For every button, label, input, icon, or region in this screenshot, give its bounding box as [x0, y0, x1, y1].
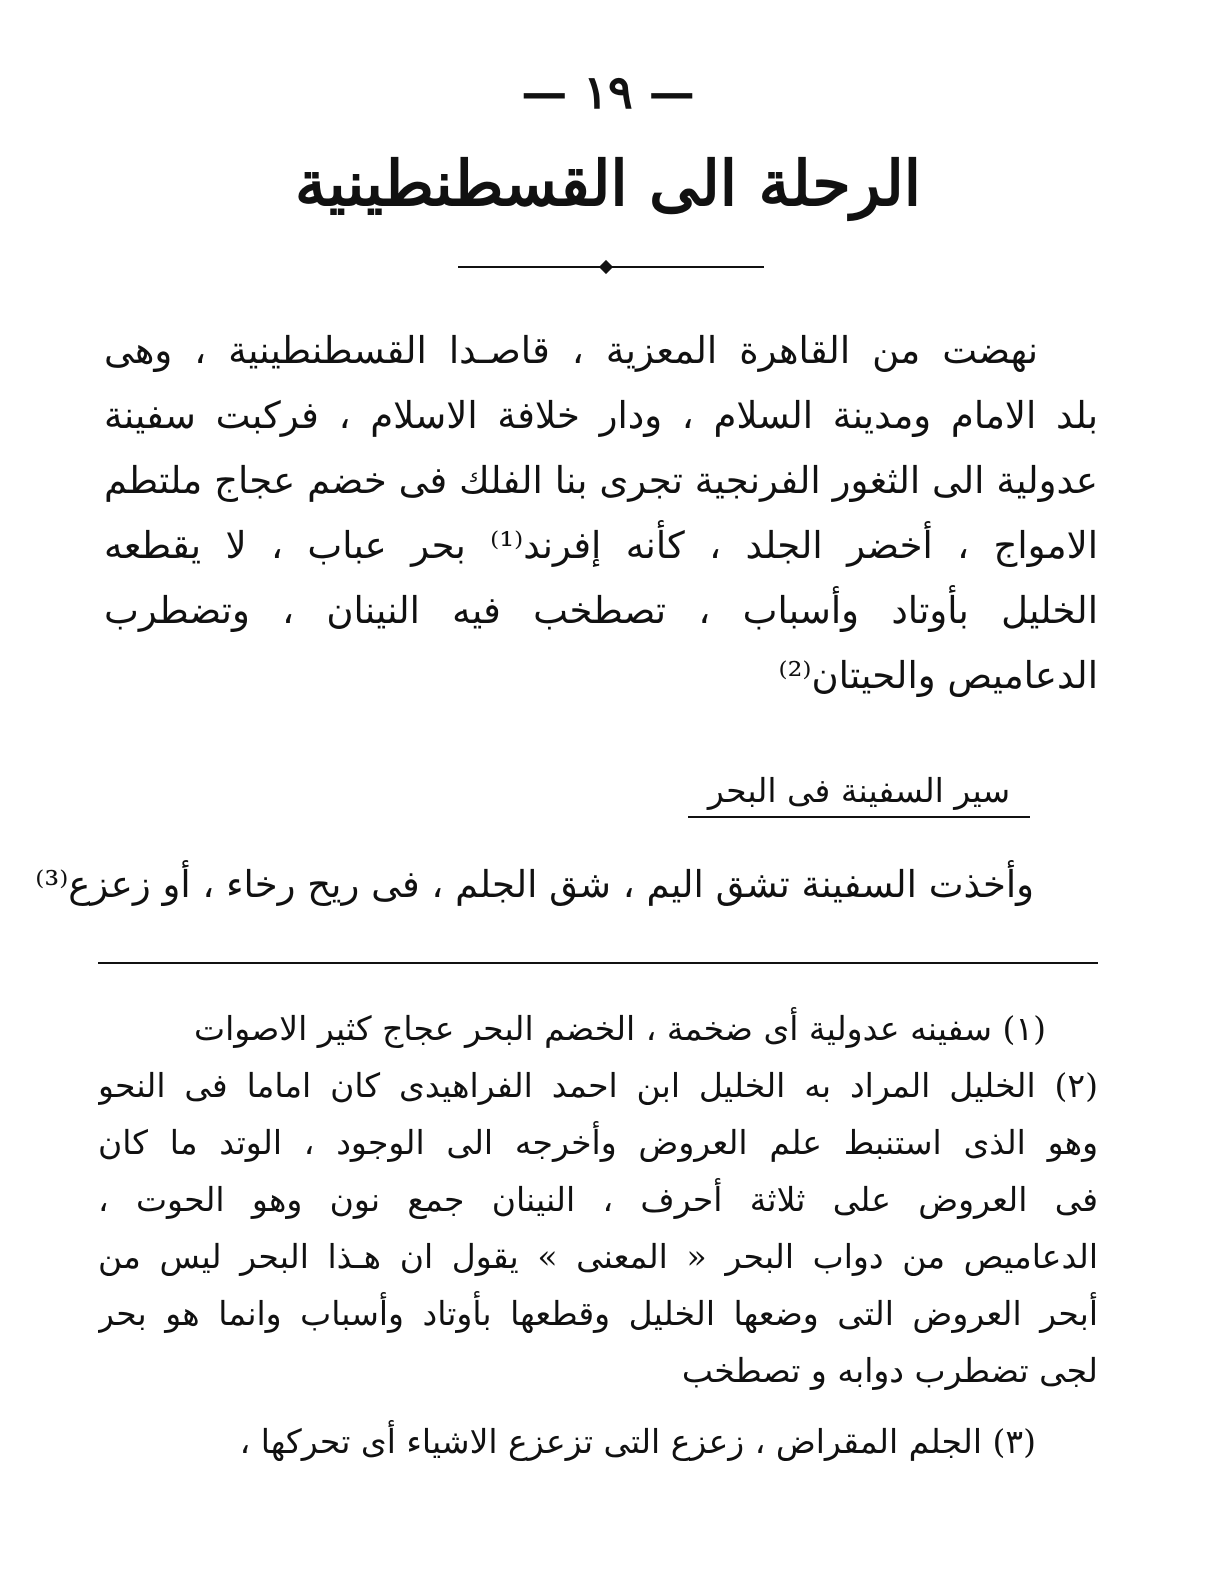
ornament-diamond-icon	[599, 260, 613, 274]
section-first-line: وأخذت السفينة تشق اليم ، شق الجلم ، فى ريح رخاء ، أو زعزع⁽³⁾	[35, 863, 1034, 906]
body-line: الامواج ، أخضر الجلد ، كأنه إفرند⁽¹⁾ بحر عباب ، لا يقطعه	[104, 524, 1098, 567]
page-number: — ١٩ —	[521, 65, 695, 119]
section-heading: سير السفينة فى البحر	[688, 766, 1030, 818]
footnote-line: وهو الذى استنبط علم العروض وأخرجه الى الوجود ، الوتد ما كان	[98, 1123, 1098, 1162]
footnote-line: (٢) الخليل المراد به الخليل ابن احمد الفراهيدى كان اماما فى النحو	[98, 1066, 1098, 1105]
body-line: بلد الامام ومدينة السلام ، ودار خلافة الاسلام ، فركبت سفينة	[104, 394, 1098, 437]
body-line: الخليل بأوتاد وأسباب ، تصطخب فيه النينان ، وتضطرب	[104, 589, 1098, 632]
footnote-line: (١) سفينه عدولية أى ضخمة ، الخضم البحر عجاج كثير الاصوات	[194, 1009, 1046, 1048]
footnote-line: أبحر العروض التى وضعها الخليل وقطعها بأوتاد وأسباب وانما هو بحر	[98, 1294, 1098, 1333]
footnote-line: (٣) الجلم المقراض ، زعزع التى تزعزع الاشياء أى تحركها ،	[239, 1422, 1036, 1461]
title-ornament	[458, 262, 764, 272]
body-paragraph	[104, 318, 1098, 708]
body-line: عدولية الى الثغور الفرنجية تجرى بنا الفلك فى خضم عجاج ملتطم	[104, 459, 1098, 502]
footnote-line: الدعاميص من دواب البحر « المعنى » يقول ان هـذا البحر ليس من	[98, 1237, 1098, 1276]
chapter-title: الرحلة الى القسطنطينية	[295, 147, 921, 220]
footnotes	[98, 1000, 1098, 1470]
body-line: نهضت من القاهرة المعزية ، قاصـدا القسطنطينية ، وهى	[104, 329, 1038, 372]
footnote-line: لجى تضطرب دوابه و تصطخب	[681, 1351, 1098, 1390]
footnote-line: فى العروض على ثلاثة أحرف ، النينان جمع نون وهو الحوت ،	[98, 1180, 1098, 1219]
body-line: الدعاميص والحيتان⁽²⁾	[778, 654, 1098, 697]
footnote-separator	[98, 962, 1098, 964]
